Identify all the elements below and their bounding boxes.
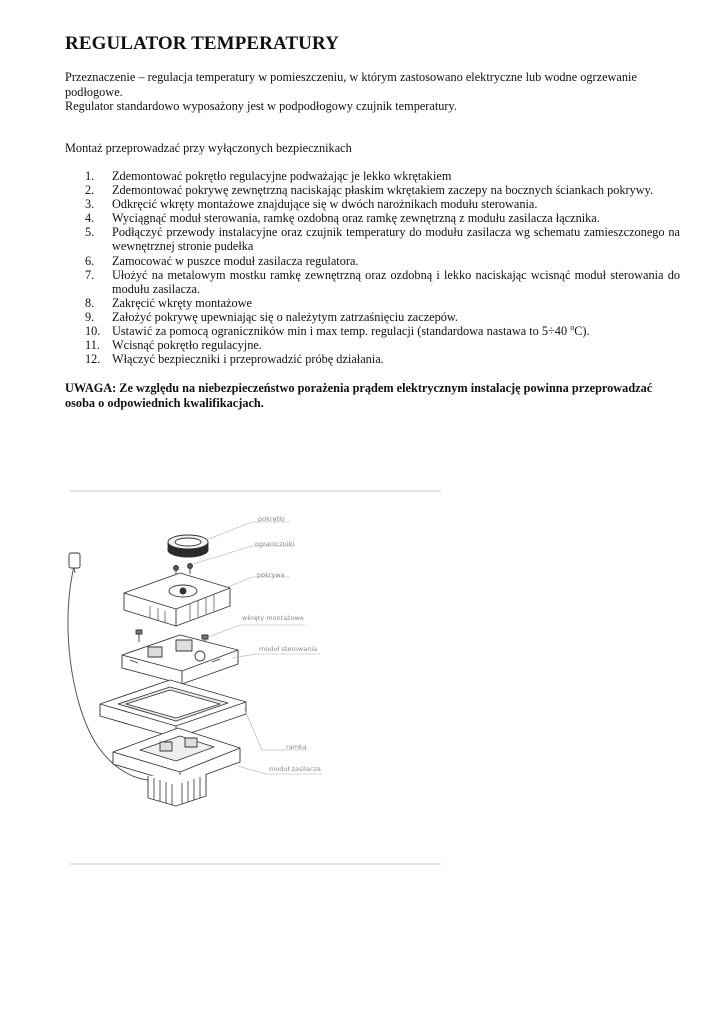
page-title: REGULATOR TEMPERATURY (65, 33, 339, 54)
list-item: 10. Ustawić za pomocą ograniczników min i max temp. regulacji (standardowa nastawa to 5÷40 $^o$C). (85, 323, 590, 339)
warning-note: UWAGA: Ze względu na niebezpieczeństwo porażenia prądem elektrycznym instalację powinna przeprowadzać osoba o odpowiednich kwalifikacjach. (65, 381, 653, 410)
label-limiters: ograniczniki (255, 540, 295, 548)
exploded-assembly-diagram (0, 480, 724, 880)
label-screws: wkręty montażowe (242, 614, 304, 622)
installation-steps (65, 169, 680, 366)
label-power-module: moduł zasilacza (269, 765, 321, 773)
list-item: 2. Zdemontować pokrywę zewnętrzną naciskając płaskim wkrętakiem zaczepy na bocznych ściankach pokrywy. (85, 183, 654, 198)
list-item: 12. Włączyć bezpieczniki i przeprowadzić próbę działania. (85, 352, 384, 367)
intro-purpose: Przeznaczenie – regulacja temperatury w pomieszczeniu, w którym zastosowano elektryczne lub wodne ogrzewanie podłogowe. (65, 70, 637, 99)
list-item: 11. Wcisnąć pokrętło regulacyjne. (85, 338, 262, 353)
label-knob: pokrętło (258, 515, 285, 523)
list-item: 9. Założyć pokrywę upewniając się o należytym zatrzaśnięciu zaczepów. (85, 309, 459, 324)
list-item: 1. Zdemontować pokrętło regulacyjne podważając je lekko wkrętakiem (85, 169, 452, 183)
list-item: 3. Odkręcić wkręty montażowe znajdujące się w dwóch narożnikach modułu sterowania. (85, 197, 538, 212)
list-item: 4. Wyciągnąć moduł sterowania, ramkę ozdobną oraz ramkę zewnętrzną z modułu zasilacza łącznika. (85, 211, 600, 226)
list-item: 8. Zakręcić wkręty montażowe (85, 295, 252, 310)
intro-equipment: Regulator standardowo wyposażony jest w podpodłogowy czujnik temperatury. (65, 99, 457, 113)
list-item: 5. Podłączyć przewody instalacyjne oraz czujnik temperatury do modułu zasilacza wg schematu zamieszczonego na wewnętrznej stronie pudełka (85, 225, 680, 254)
intro-section (65, 70, 665, 114)
list-item: 6. Zamocować w puszce moduł zasilacza regulatora. (85, 253, 359, 268)
label-cover: pokrywa (257, 571, 285, 579)
label-frame: ramka (286, 743, 307, 751)
list-item: 7. Ułożyć na metalowym mostku ramkę zewnętrzną oraz ozdobną i lekko naciskając wcisnąć moduł sterowania do modułu zasilacza. (85, 267, 680, 296)
mounting-note: Montaż przeprowadzać przy wyłączonych bezpiecznikach (65, 141, 352, 155)
label-control-module: moduł sterowania (259, 645, 318, 653)
